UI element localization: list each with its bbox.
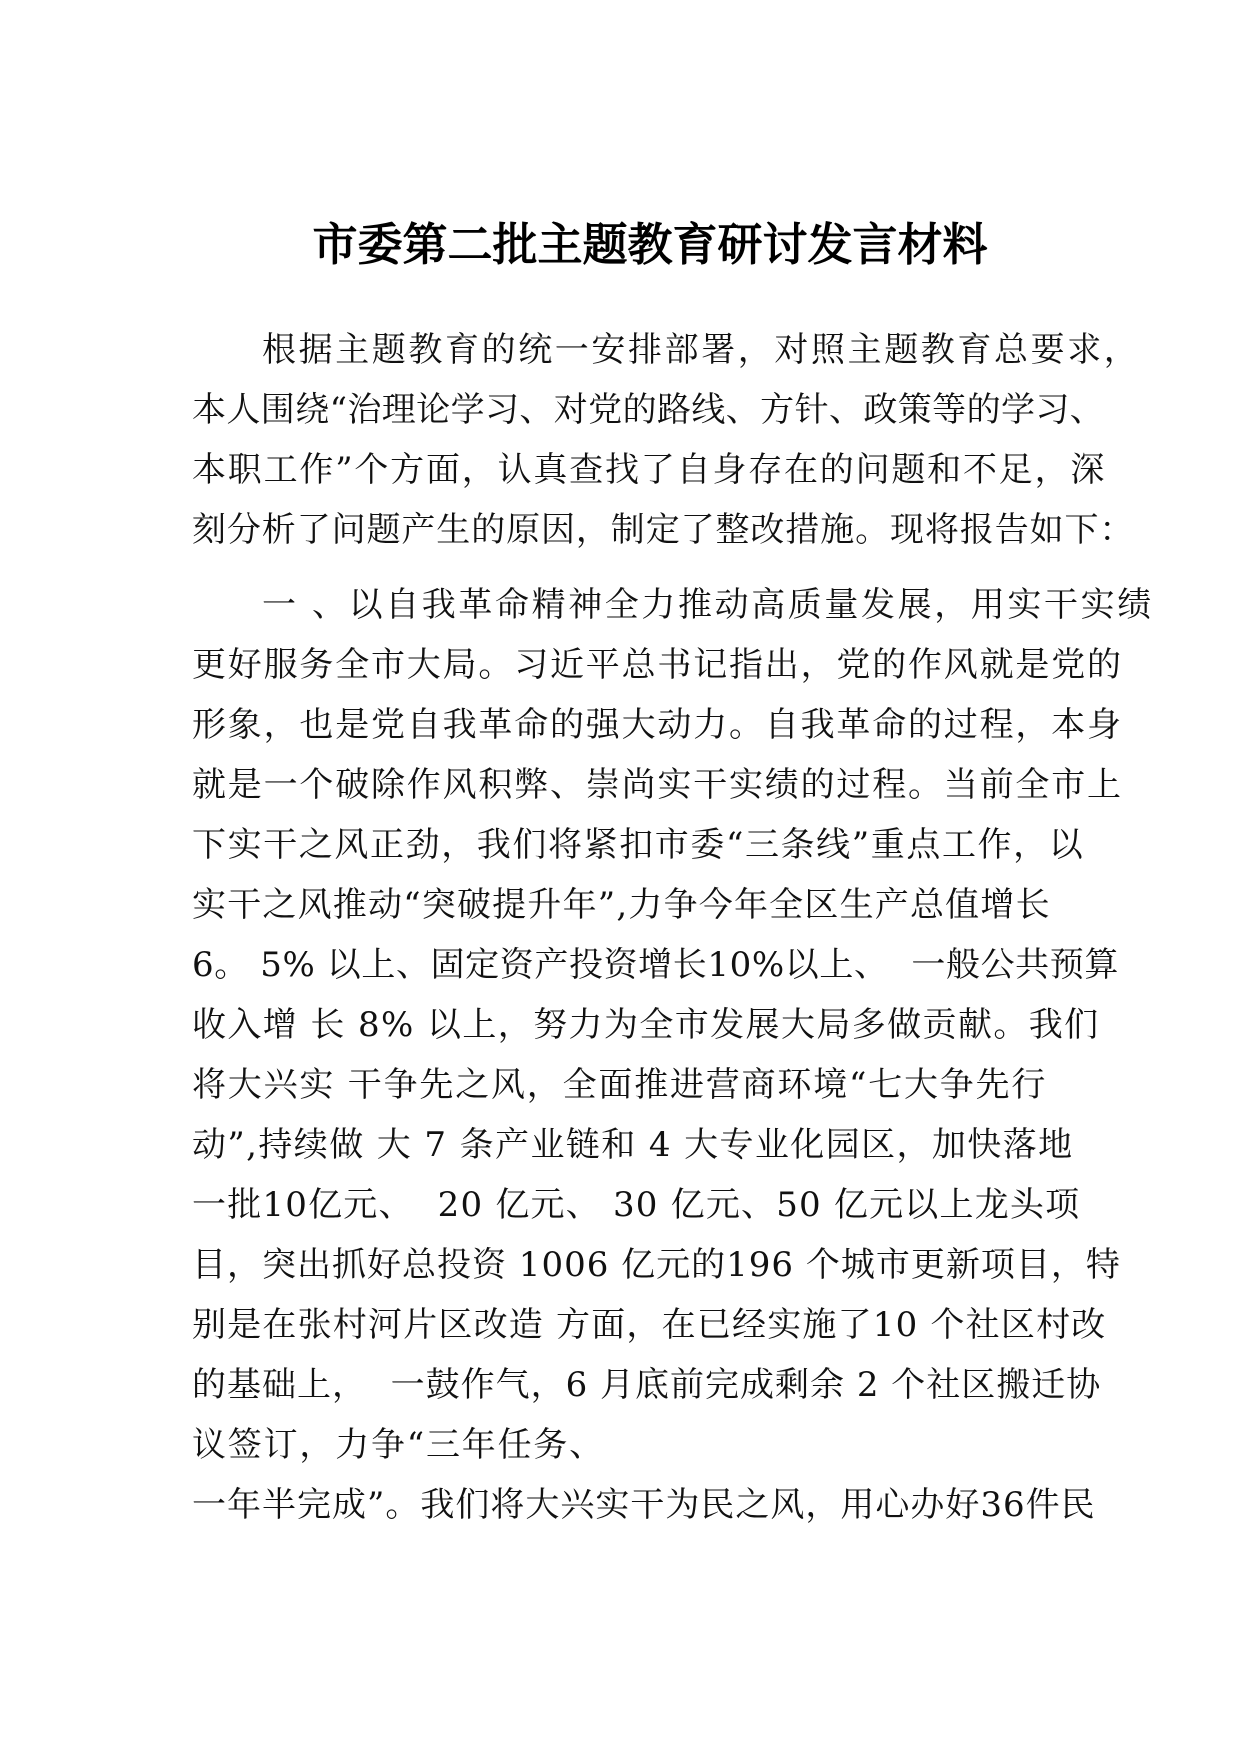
paragraph-line: 6。 5% 以上、固定资产投资增长10%以上、 一般公共预算 bbox=[192, 945, 1119, 985]
paragraph-line: 动”,持续做 大 7 条产业链和 4 大专业化园区，加快落地 bbox=[192, 1125, 1074, 1165]
paragraph-line: 目，突出抓好总投资 1006 亿元的196 个城市更新项目，特 bbox=[192, 1245, 1121, 1285]
paragraph-line: 一批10亿元、 20 亿元、 30 亿元、50 亿元以上龙头项 bbox=[192, 1185, 1081, 1225]
paragraph-line: 刻分析了问题产生的原因，制定了整改措施。现将报告如下： bbox=[192, 510, 1135, 550]
paragraph-line: 下实干之风正劲，我们将紧扣市委“三条线”重点工作，以 bbox=[192, 825, 1085, 865]
paragraph-line: 一年半完成”。我们将大兴实干为民之风，用心办好36件民 bbox=[192, 1485, 1096, 1525]
paragraph-line: 就是一个破除作风积弊、崇尚实干实绩的过程。当前全市上 bbox=[192, 765, 1123, 805]
paragraph-line: 议签订，力争“三年任务、 bbox=[192, 1425, 605, 1465]
paragraph-line: 将大兴实 干争先之风，全面推进营商环境“七大争先行 bbox=[192, 1065, 1048, 1105]
paragraph-line: 实干之风推动“突破提升年”,力争今年全区生产总值增长 bbox=[192, 885, 1051, 925]
paragraph-line: 一 、以自我革命精神全力推动高质量发展，用实干实绩 bbox=[262, 585, 1154, 625]
document-title: 市委第二批主题教育研讨发言材料 bbox=[312, 218, 988, 271]
paragraph-line: 收入增 长 8% 以上，努力为全市发展大局多做贡献。我们 bbox=[192, 1005, 1100, 1045]
paragraph-line: 更好服务全市大局。习近平总书记指出，党的作风就是党的 bbox=[192, 645, 1123, 685]
paragraph-line: 本人围绕“治理论学习、对党的路线、方针、政策等的学习、 bbox=[192, 390, 1105, 430]
paragraph-line: 形象，也是党自我革命的强大动力。自我革命的过程，本身 bbox=[192, 705, 1123, 745]
paragraph-line: 的基础上， 一鼓作气，6 月底前完成剩余 2 个社区搬迁协 bbox=[192, 1365, 1102, 1405]
paragraph-line: 别是在张村河片区改造 方面，在已经实施了10 个社区村改 bbox=[192, 1305, 1107, 1345]
paragraph-line: 根据主题教育的统一安排部署，对照主题教育总要求， bbox=[262, 330, 1141, 370]
paragraph-line: 本职工作”个方面，认真查找了自身存在的问题和不足，深 bbox=[192, 450, 1107, 490]
